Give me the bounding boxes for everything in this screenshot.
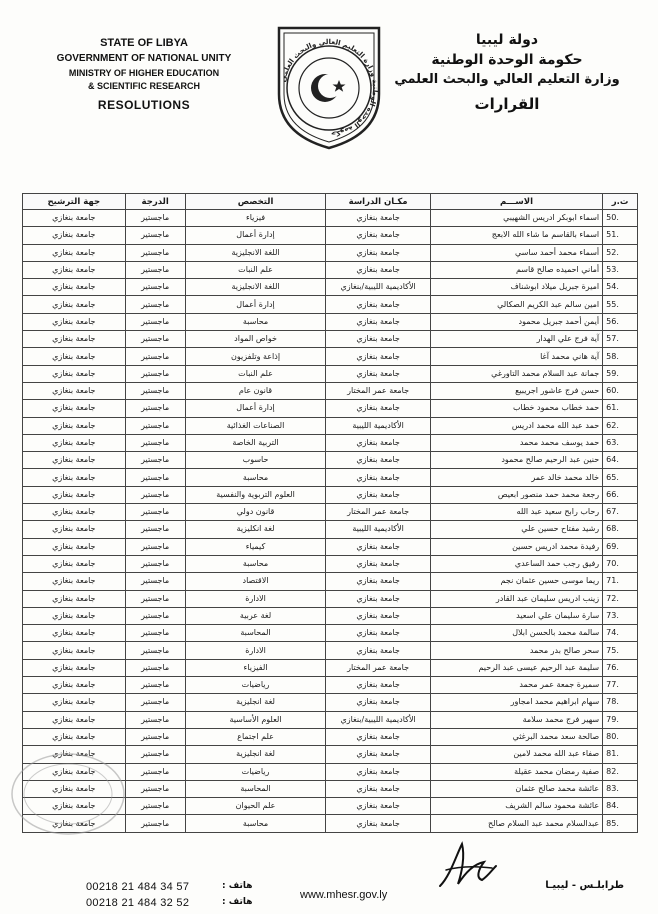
cell-no: 59. [603, 365, 638, 382]
footer-phone-label-2: هاتف : [222, 897, 253, 907]
cell-side: جامعة بنغازي [23, 210, 126, 227]
table-row [23, 504, 638, 521]
cell-side: جامعة بنغازي [23, 365, 126, 382]
cell-place: جامعة بنغازي [326, 590, 431, 607]
government-name-en: GOVERNMENT OF NATIONAL UNITY [56, 53, 232, 64]
table-row [23, 469, 638, 486]
cell-no: 58. [603, 348, 638, 365]
cell-side: جامعة بنغازي [23, 521, 126, 538]
cell-name: رشيد مفتاح حسين علي [430, 521, 602, 538]
header-place: مكـان الدراسة [326, 194, 431, 210]
cell-spec: العلوم التربوية والنفسية [185, 486, 326, 503]
cell-spec: لغة عربية [185, 607, 326, 624]
cell-place: جامعة بنغازي [326, 227, 431, 244]
cell-no: 54. [603, 279, 638, 296]
cell-side: جامعة بنغازي [23, 798, 126, 815]
cell-degree: ماجستير [125, 780, 185, 797]
cell-no: 85. [603, 815, 638, 832]
cell-degree: ماجستير [125, 227, 185, 244]
cell-degree: ماجستير [125, 746, 185, 763]
cell-side: جامعة بنغازي [23, 694, 126, 711]
cell-place: جامعة بنغازي [326, 486, 431, 503]
cell-no: 56. [603, 313, 638, 330]
cell-side: جامعة بنغازي [23, 815, 126, 832]
table-row [23, 486, 638, 503]
cell-no: 77. [603, 677, 638, 694]
cell-side: جامعة بنغازي [23, 227, 126, 244]
table-row [23, 590, 638, 607]
cell-place: جامعة بنغازي [326, 210, 431, 227]
cell-place: جامعة بنغازي [326, 642, 431, 659]
table-row [23, 244, 638, 261]
cell-place: جامعة بنغازي [326, 815, 431, 832]
cell-spec: لغة انجليزية [185, 746, 326, 763]
table-row [23, 331, 638, 348]
cell-name: عائشة محمود سالم الشريف [430, 798, 602, 815]
table-row [23, 400, 638, 417]
cell-side: جامعة بنغازي [23, 279, 126, 296]
cell-no: 80. [603, 728, 638, 745]
cell-no: 64. [603, 452, 638, 469]
cell-name: سهام ابراهيم محمد امجاور [430, 694, 602, 711]
cell-spec: إدارة أعمال [185, 400, 326, 417]
cell-name: سارة سليمان علي اسعيد [430, 607, 602, 624]
cell-name: حمد خطاب محمود خطاب [430, 400, 602, 417]
cell-no: 65. [603, 469, 638, 486]
cell-degree: ماجستير [125, 763, 185, 780]
cell-spec: رياضيات [185, 677, 326, 694]
cell-spec: الادارة [185, 590, 326, 607]
cell-place: جامعة عمر المختار [326, 659, 431, 676]
cell-no: 60. [603, 382, 638, 399]
cell-side: جامعة بنغازي [23, 573, 126, 590]
footer-phone-label-1: هاتف : [222, 881, 253, 891]
cell-side: جامعة بنغازي [23, 677, 126, 694]
cell-spec: العلوم الأساسية [185, 711, 326, 728]
cell-no: 61. [603, 400, 638, 417]
cell-name: سليمة عبد الرحيم عيسى عبد الرحيم [430, 659, 602, 676]
cell-spec: المحاسبة [185, 625, 326, 642]
cell-side: جامعة بنغازي [23, 763, 126, 780]
cell-degree: ماجستير [125, 798, 185, 815]
resolutions-title-en: RESOLUTIONS [97, 98, 191, 112]
cell-side: جامعة بنغازي [23, 296, 126, 313]
cell-no: 57. [603, 331, 638, 348]
cell-degree: ماجستير [125, 521, 185, 538]
cell-no: 70. [603, 555, 638, 572]
cell-spec: إدارة أعمال [185, 227, 326, 244]
table-row [23, 365, 638, 382]
cell-side: جامعة بنغازي [23, 348, 126, 365]
cell-side: جامعة بنغازي [23, 780, 126, 797]
table-row [23, 538, 638, 555]
cell-name: ريما موسى حسين عثمان نجم [430, 573, 602, 590]
cell-name: حسن فرج عاشور اجريبيع [430, 382, 602, 399]
cell-side: جامعة بنغازي [23, 538, 126, 555]
cell-no: 79. [603, 711, 638, 728]
letterhead-english [44, 36, 244, 113]
cell-spec: لغة انجليزية [185, 694, 326, 711]
cell-name: سهير فرج محمد سلامة [430, 711, 602, 728]
cell-name: حنين عبد الرحيم صالح محمود [430, 452, 602, 469]
cell-degree: ماجستير [125, 625, 185, 642]
cell-place: جامعة بنغازي [326, 296, 431, 313]
faded-stamp-icon [6, 744, 131, 839]
cell-spec: محاسبة [185, 555, 326, 572]
cell-place: الأكاديمية الليبية/بنغازي [326, 279, 431, 296]
cell-degree: ماجستير [125, 728, 185, 745]
cell-spec: الادارة [185, 642, 326, 659]
cell-place: جامعة بنغازي [326, 331, 431, 348]
cell-degree: ماجستير [125, 452, 185, 469]
cell-place: جامعة بنغازي [326, 763, 431, 780]
footer-website: www.mhesr.gov.ly [300, 889, 388, 901]
cell-name: اسماء ابوبكر ادريس الشهيبي [430, 210, 602, 227]
cell-place: جامعة عمر المختار [326, 382, 431, 399]
cell-place: جامعة بنغازي [326, 313, 431, 330]
table-row [23, 625, 638, 642]
cell-name: عبدالسلام محمد عبد السلام صالح [430, 815, 602, 832]
table-row [23, 659, 638, 676]
cell-name: صفاء عبد الله محمد لامين [430, 746, 602, 763]
cell-place: الأكاديمية الليبية [326, 417, 431, 434]
cell-spec: إدارة أعمال [185, 296, 326, 313]
cell-name: رفيدة محمد ادريس حسين [430, 538, 602, 555]
cell-no: 75. [603, 642, 638, 659]
cell-place: جامعة بنغازي [326, 573, 431, 590]
cell-place: جامعة بنغازي [326, 555, 431, 572]
cell-place: جامعة بنغازي [326, 780, 431, 797]
cell-degree: ماجستير [125, 348, 185, 365]
table-row [23, 642, 638, 659]
candidates-table [22, 193, 638, 833]
cell-degree: ماجستير [125, 279, 185, 296]
cell-degree: ماجستير [125, 365, 185, 382]
cell-name: زينب ادريس سليمان عبد القادر [430, 590, 602, 607]
cell-degree: ماجستير [125, 555, 185, 572]
cell-degree: ماجستير [125, 417, 185, 434]
table-row [23, 382, 638, 399]
ministry-seal-icon [269, 16, 389, 154]
cell-spec: قانون دولي [185, 504, 326, 521]
cell-degree: ماجستير [125, 538, 185, 555]
ministry-name-ar: وزارة التعليم العالي والبحث العلمي [394, 72, 620, 87]
cell-spec: المحاسبة [185, 780, 326, 797]
table-row [23, 573, 638, 590]
state-name-en: STATE OF LIBYA [100, 37, 188, 49]
cell-no: 82. [603, 763, 638, 780]
cell-place: جامعة بنغازي [326, 728, 431, 745]
cell-no: 51. [603, 227, 638, 244]
cell-name: صفية رمضان محمد عقيلة [430, 763, 602, 780]
cell-no: 71. [603, 573, 638, 590]
cell-side: جامعة بنغازي [23, 504, 126, 521]
cell-spec: محاسبة [185, 815, 326, 832]
state-name-ar: دولة ليبيا [475, 32, 539, 48]
ministry-name-en: MINISTRY OF HIGHER EDUCATION [68, 68, 220, 78]
cell-place: جامعة بنغازي [326, 452, 431, 469]
cell-degree: ماجستير [125, 313, 185, 330]
table-row [23, 417, 638, 434]
cell-degree: ماجستير [125, 469, 185, 486]
table-row [23, 694, 638, 711]
cell-degree: ماجستير [125, 261, 185, 278]
cell-no: 68. [603, 521, 638, 538]
cell-no: 74. [603, 625, 638, 642]
cell-no: 62. [603, 417, 638, 434]
cell-name: امين سالم عبد الكريم الصكالي [430, 296, 602, 313]
table-row [23, 313, 638, 330]
cell-place: جامعة بنغازي [326, 677, 431, 694]
cell-place: جامعة بنغازي [326, 625, 431, 642]
cell-name: سحر صالح بدر محمد [430, 642, 602, 659]
cell-degree: ماجستير [125, 244, 185, 261]
cell-spec: إذاعة وتلفزيون [185, 348, 326, 365]
cell-place: جامعة بنغازي [326, 746, 431, 763]
cell-degree: ماجستير [125, 296, 185, 313]
cell-name: رفيق رجب حمد الساعدي [430, 555, 602, 572]
cell-side: جامعة بنغازي [23, 625, 126, 642]
cell-spec: علم الحيوان [185, 798, 326, 815]
table-row [23, 607, 638, 624]
table-row [23, 227, 638, 244]
cell-spec: لغة انكليزية [185, 521, 326, 538]
cell-no: 50. [603, 210, 638, 227]
cell-place: جامعة بنغازي [326, 400, 431, 417]
header-no: ت.ر [603, 194, 638, 210]
table-row [23, 210, 638, 227]
cell-no: 52. [603, 244, 638, 261]
cell-side: جامعة بنغازي [23, 417, 126, 434]
cell-no: 72. [603, 590, 638, 607]
cell-side: جامعة بنغازي [23, 313, 126, 330]
cell-degree: ماجستير [125, 504, 185, 521]
cell-side: جامعة بنغازي [23, 382, 126, 399]
cell-spec: فيزياء [185, 210, 326, 227]
table-body [23, 210, 638, 833]
resolutions-title-ar: القرارات [474, 95, 540, 113]
cell-no: 69. [603, 538, 638, 555]
cell-name: حمد عبد الله محمد ادريس [430, 417, 602, 434]
table-header-row [23, 194, 638, 210]
cell-place: جامعة بنغازي [326, 261, 431, 278]
cell-spec: قانون عام [185, 382, 326, 399]
cell-side: جامعة بنغازي [23, 331, 126, 348]
cell-spec: رياضيات [185, 763, 326, 780]
seal-text: حكومة الوحدة الوطنية وزارة التعليم العالي والبحث العلمي [279, 37, 380, 139]
cell-name: جمانة عبد السلام محمد التاورغي [430, 365, 602, 382]
cell-place: الأكاديمية الليبية/بنغازي [326, 711, 431, 728]
cell-degree: ماجستير [125, 694, 185, 711]
cell-spec: خواص المواد [185, 331, 326, 348]
cell-spec: الفيزياء [185, 659, 326, 676]
table-row [23, 296, 638, 313]
table-row [23, 434, 638, 451]
cell-degree: ماجستير [125, 815, 185, 832]
cell-name: أسماء محمد أحمد ساسي [430, 244, 602, 261]
cell-degree: ماجستير [125, 210, 185, 227]
table-row [23, 555, 638, 572]
cell-degree: ماجستير [125, 607, 185, 624]
cell-side: جامعة بنغازي [23, 746, 126, 763]
cell-side: جامعة بنغازي [23, 642, 126, 659]
table-row [23, 521, 638, 538]
cell-spec: علم اجتماع [185, 728, 326, 745]
cell-degree: ماجستير [125, 573, 185, 590]
cell-side: جامعة بنغازي [23, 434, 126, 451]
cell-degree: ماجستير [125, 486, 185, 503]
cell-no: 53. [603, 261, 638, 278]
cell-spec: محاسبة [185, 313, 326, 330]
cell-degree: ماجستير [125, 659, 185, 676]
cell-name: عائشة محمد صالح عثمان [430, 780, 602, 797]
table-row [23, 711, 638, 728]
table-row [23, 261, 638, 278]
cell-spec: كيمياء [185, 538, 326, 555]
cell-spec: التربية الخاصة [185, 434, 326, 451]
cell-degree: ماجستير [125, 711, 185, 728]
cell-degree: ماجستير [125, 400, 185, 417]
cell-side: جامعة بنغازي [23, 590, 126, 607]
cell-spec: علم النبات [185, 261, 326, 278]
cell-no: 66. [603, 486, 638, 503]
table-row [23, 452, 638, 469]
cell-name: سميرة جمعة عمر محمد [430, 677, 602, 694]
cell-name: اميرة جبريل ميلاد ابوشناف [430, 279, 602, 296]
footer-phone-2: 00218 21 484 32 52 [86, 897, 190, 909]
cell-place: جامعة بنغازي [326, 607, 431, 624]
cell-side: جامعة بنغازي [23, 486, 126, 503]
cell-degree: ماجستير [125, 331, 185, 348]
cell-name: أيمن أحمد جبريل محمود [430, 313, 602, 330]
footer-phone-1: 00218 21 484 34 57 [86, 881, 190, 893]
cell-side: جامعة بنغازي [23, 607, 126, 624]
table-row [23, 348, 638, 365]
cell-name: أماني احميده صالح قاسم [430, 261, 602, 278]
cell-side: جامعة بنغازي [23, 400, 126, 417]
table-row [23, 677, 638, 694]
cell-no: 73. [603, 607, 638, 624]
cell-no: 81. [603, 746, 638, 763]
header-degree: الدرجة [125, 194, 185, 210]
cell-place: جامعة بنغازي [326, 244, 431, 261]
header-side: جهة الترشيح [23, 194, 126, 210]
cell-name: خالد محمد خالد عمر [430, 469, 602, 486]
cell-side: جامعة بنغازي [23, 452, 126, 469]
cell-no: 83. [603, 780, 638, 797]
cell-spec: الاقتصاد [185, 573, 326, 590]
cell-place: جامعة بنغازي [326, 434, 431, 451]
cell-spec: اللغة الانجليزية [185, 279, 326, 296]
cell-no: 84. [603, 798, 638, 815]
cell-side: جامعة بنغازي [23, 555, 126, 572]
cell-place: جامعة بنغازي [326, 694, 431, 711]
cell-degree: ماجستير [125, 382, 185, 399]
cell-place: جامعة بنغازي [326, 348, 431, 365]
cell-no: 76. [603, 659, 638, 676]
cell-side: جامعة بنغازي [23, 659, 126, 676]
footer-city: طرابلـس - ليبيـا [545, 880, 624, 891]
ministry-name-en-2: & SCIENTIFIC RESEARCH [87, 81, 200, 91]
cell-name: رحاب رابح سعيد عبد الله [430, 504, 602, 521]
cell-place: جامعة عمر المختار [326, 504, 431, 521]
cell-place: جامعة بنغازي [326, 538, 431, 555]
table-row [23, 279, 638, 296]
cell-side: جامعة بنغازي [23, 244, 126, 261]
header-spec: التخصص [185, 194, 326, 210]
cell-spec: اللغة الانجليزية [185, 244, 326, 261]
signature-icon [432, 836, 502, 896]
cell-degree: ماجستير [125, 642, 185, 659]
cell-name: آية هاني محمد آغا [430, 348, 602, 365]
cell-spec: الصناعات الغذائية [185, 417, 326, 434]
cell-place: جامعة بنغازي [326, 469, 431, 486]
cell-name: صالحة سعد محمد البرغثي [430, 728, 602, 745]
cell-side: جامعة بنغازي [23, 469, 126, 486]
cell-no: 67. [603, 504, 638, 521]
cell-no: 78. [603, 694, 638, 711]
header-name: الاســـم [430, 194, 602, 210]
cell-place: الأكاديمية الليبية [326, 521, 431, 538]
cell-degree: ماجستير [125, 434, 185, 451]
cell-no: 63. [603, 434, 638, 451]
cell-spec: حاسوب [185, 452, 326, 469]
cell-degree: ماجستير [125, 677, 185, 694]
cell-name: سالمة محمد بالحسن ابلال [430, 625, 602, 642]
letterhead-arabic [392, 30, 622, 116]
cell-place: جامعة بنغازي [326, 798, 431, 815]
cell-place: جامعة بنغازي [326, 365, 431, 382]
cell-no: 55. [603, 296, 638, 313]
cell-name: رجعة محمد حمد منصور ابعيص [430, 486, 602, 503]
cell-name: آية فرج علي الهدار [430, 331, 602, 348]
cell-side: جامعة بنغازي [23, 711, 126, 728]
government-name-ar: حكومة الوحدة الوطنية [431, 52, 583, 68]
cell-name: حمد يوسف محمد محمد [430, 434, 602, 451]
cell-degree: ماجستير [125, 590, 185, 607]
cell-side: جامعة بنغازي [23, 261, 126, 278]
cell-spec: علم النبات [185, 365, 326, 382]
cell-side: جامعة بنغازي [23, 728, 126, 745]
cell-name: اسماء بالقاسم ما شاء الله الابعج [430, 227, 602, 244]
cell-spec: محاسبة [185, 469, 326, 486]
